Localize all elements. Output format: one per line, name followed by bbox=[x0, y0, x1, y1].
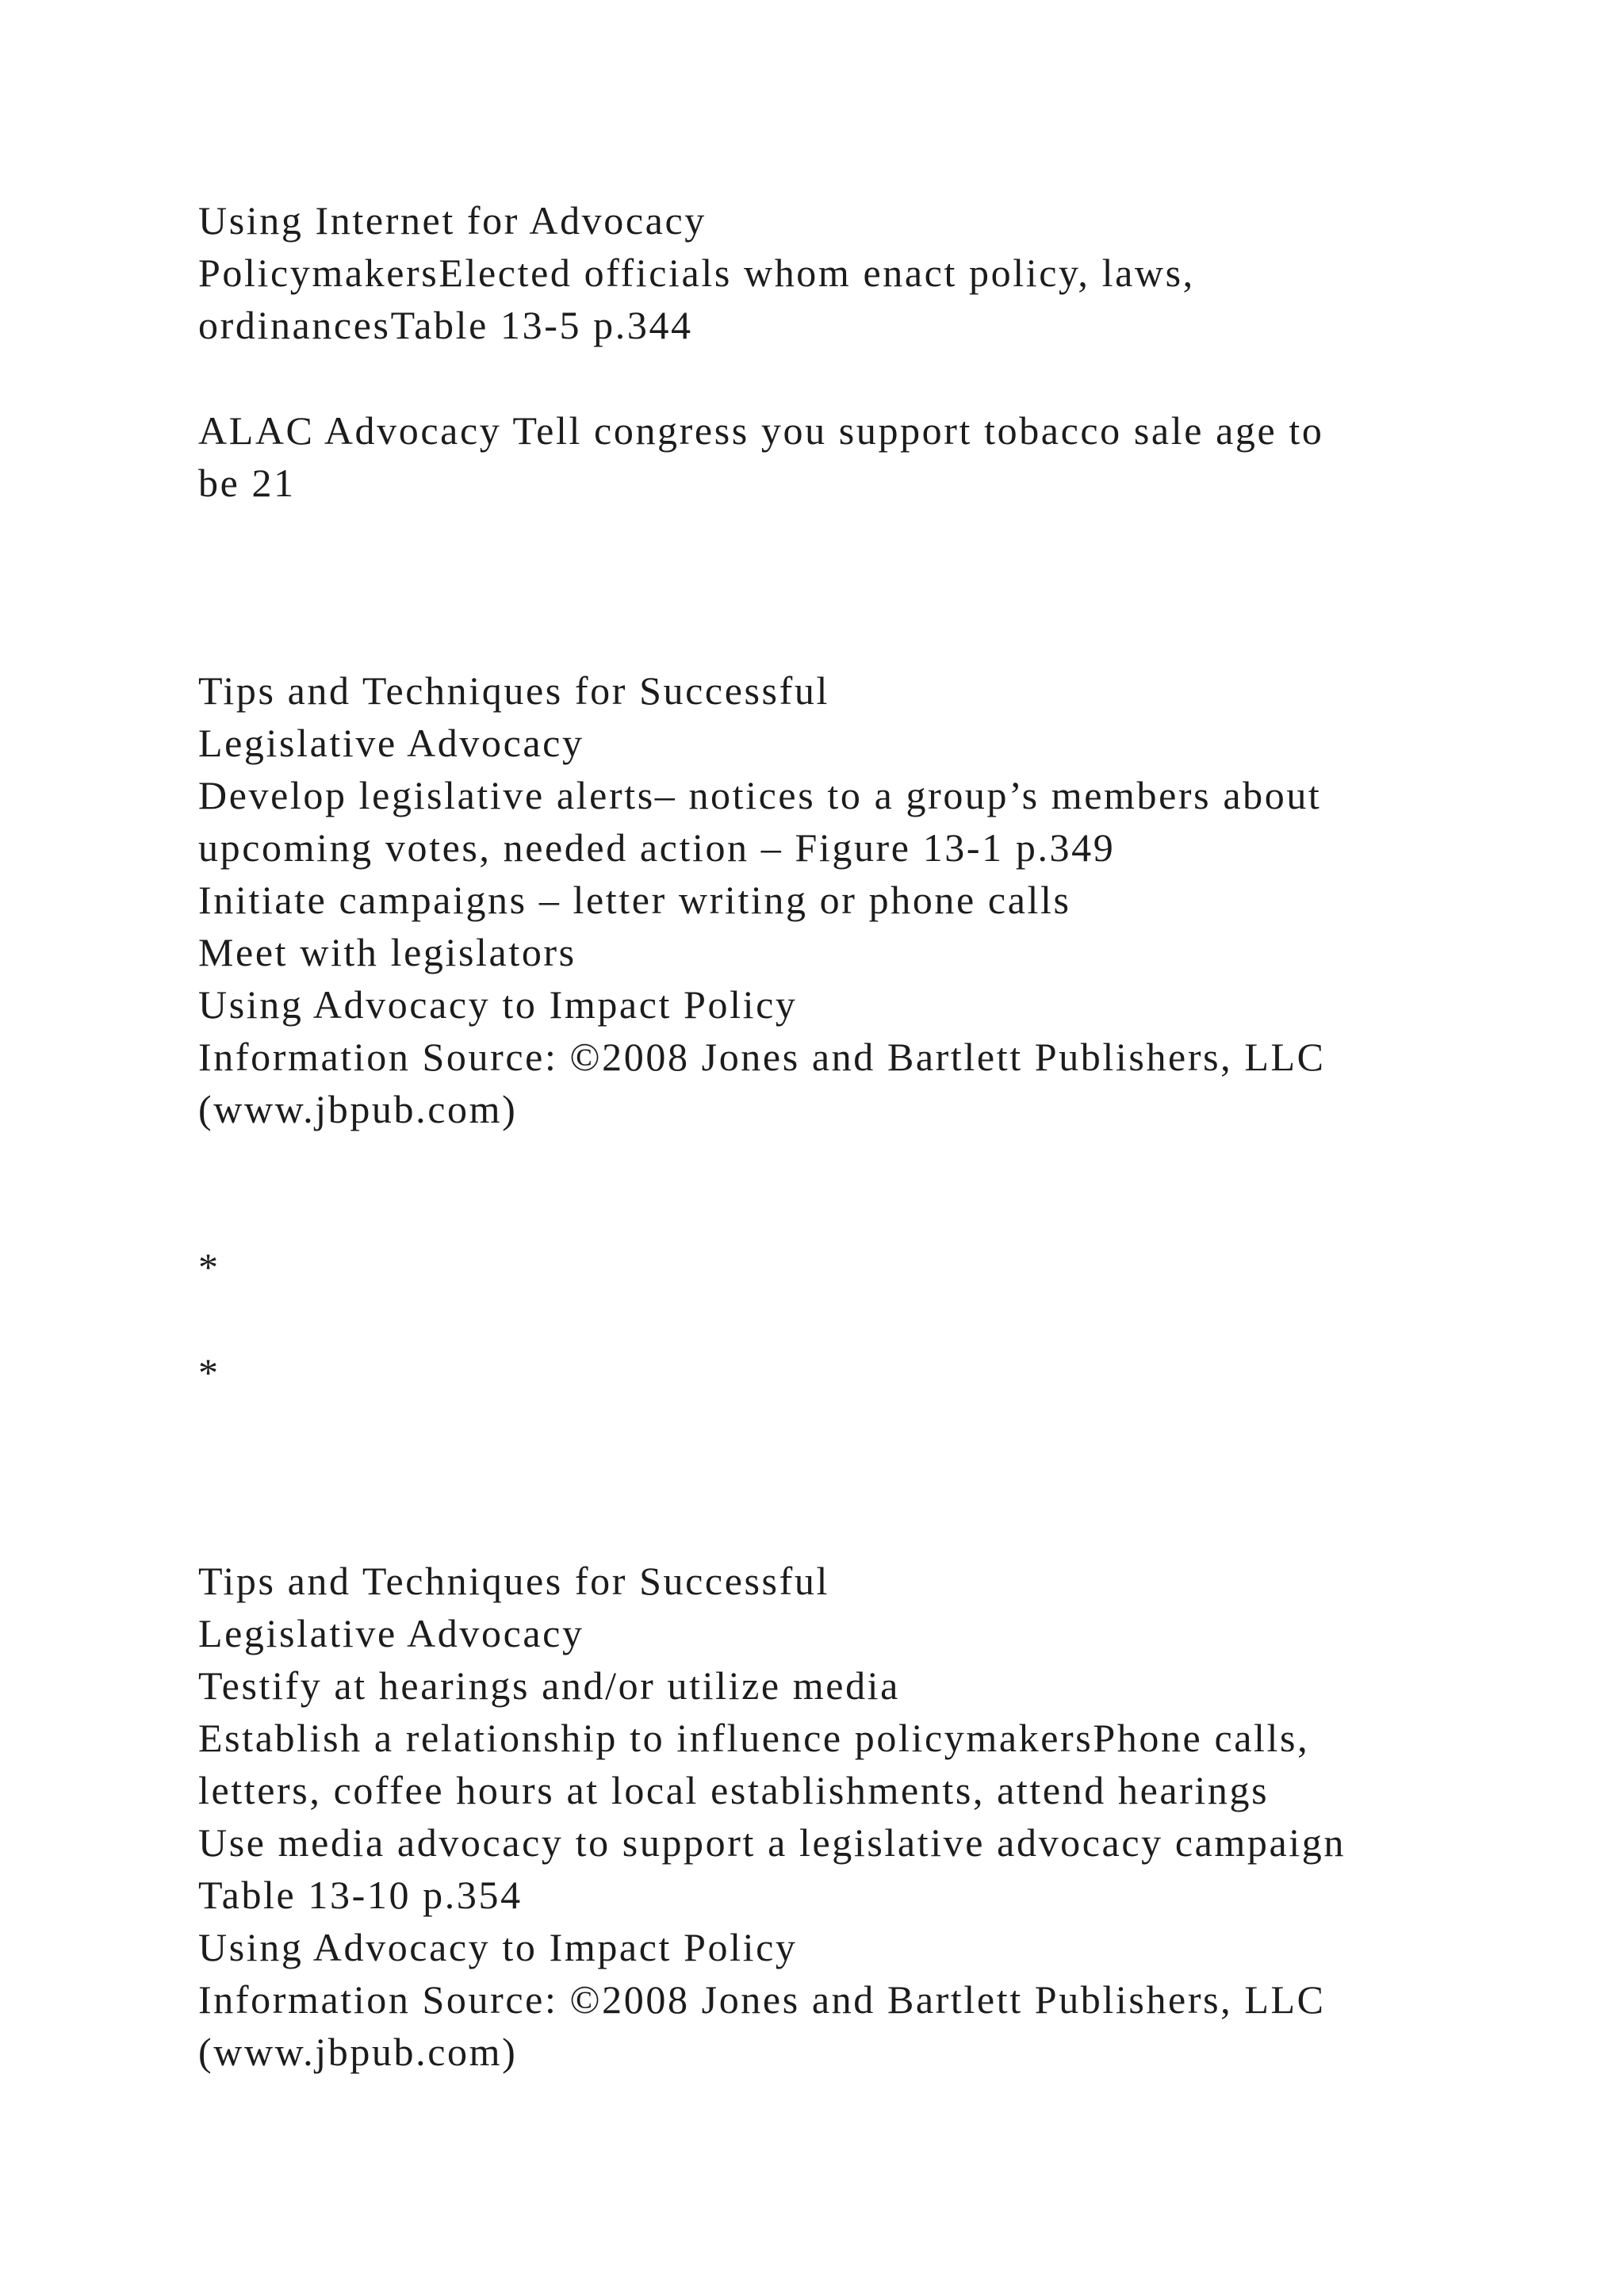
text-line: ordinancesTable 13-5 p.344 bbox=[198, 303, 693, 347]
section-subheading: Legislative Advocacy bbox=[198, 721, 584, 765]
section-heading-internet-advocacy: Using Internet for Advocacy bbox=[198, 198, 707, 243]
text-line: be 21 bbox=[198, 461, 296, 505]
list-item: Establish a relationship to influence policymakersPhone calls, bbox=[198, 1716, 1310, 1760]
section-subheading: Legislative Advocacy bbox=[198, 1611, 584, 1655]
source-url: (www.jbpub.com) bbox=[198, 2030, 518, 2074]
list-item: Meet with legislators bbox=[198, 930, 576, 974]
text-line: ALAC Advocacy Tell congress you support tobacco sale age to bbox=[198, 408, 1324, 453]
source-url: (www.jbpub.com) bbox=[198, 1087, 518, 1131]
source-citation: Information Source: ©2008 Jones and Bartlett Publishers, LLC bbox=[198, 1977, 1326, 2022]
source-citation: Information Source: ©2008 Jones and Bartlett Publishers, LLC bbox=[198, 1035, 1326, 1079]
section-heading-tips: Tips and Techniques for Successful bbox=[198, 1559, 829, 1603]
list-item: Table 13-10 p.354 bbox=[198, 1873, 523, 1917]
list-item: Testify at hearings and/or utilize media bbox=[198, 1663, 900, 1708]
list-item: Develop legislative alerts– notices to a group’s members about bbox=[198, 773, 1322, 817]
list-item: upcoming votes, needed action – Figure 13-1 p.349 bbox=[198, 825, 1116, 870]
separator-asterisk: * bbox=[198, 1350, 220, 1395]
section-heading-tips: Tips and Techniques for Successful bbox=[198, 668, 829, 713]
separator-asterisk: * bbox=[198, 1245, 220, 1289]
list-item: Use media advocacy to support a legislative advocacy campaign bbox=[198, 1820, 1346, 1865]
text-line: PolicymakersElected officials whom enact policy, laws, bbox=[198, 251, 1195, 295]
footer-title: Using Advocacy to Impact Policy bbox=[198, 982, 798, 1027]
list-item: Initiate campaigns – letter writing or phone calls bbox=[198, 878, 1071, 922]
footer-title: Using Advocacy to Impact Policy bbox=[198, 1925, 798, 1969]
list-item: letters, coffee hours at local establishments, attend hearings bbox=[198, 1768, 1270, 1812]
